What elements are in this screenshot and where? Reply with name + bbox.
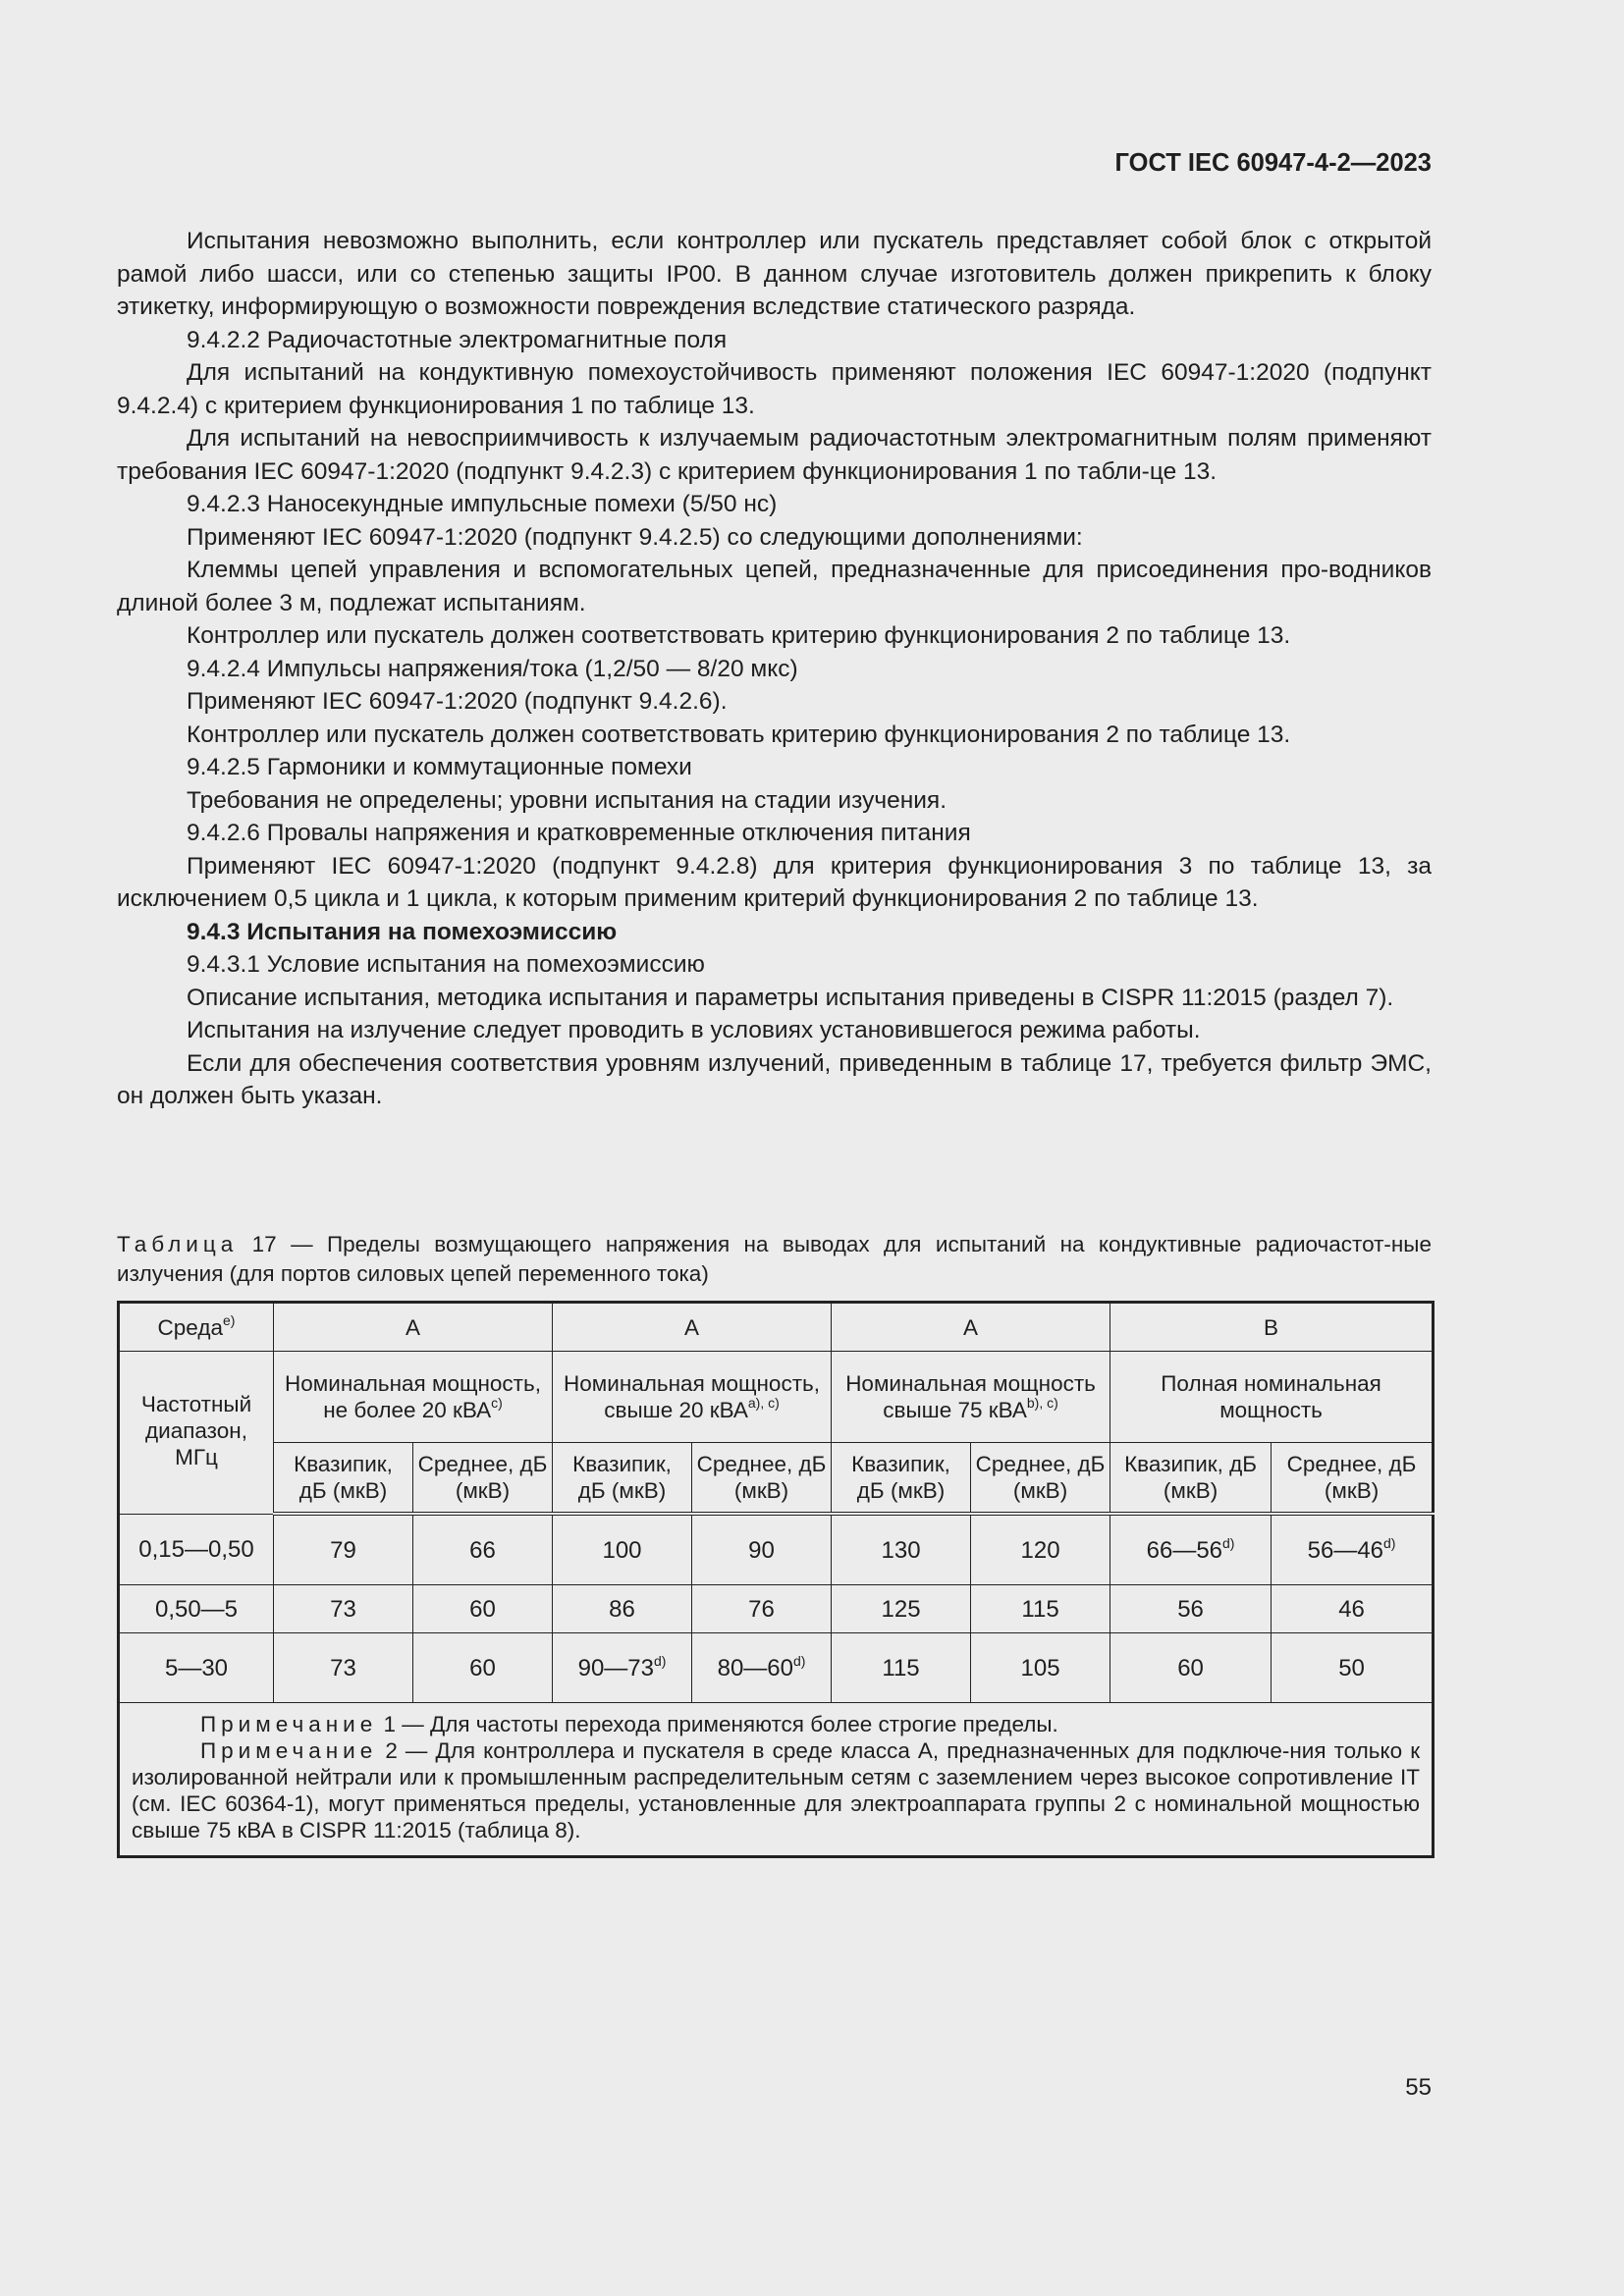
power-header: Номинальная мощность, не более 20 кВА$^{c)}$ — [274, 1352, 553, 1443]
paragraph: Контроллер или пускатель должен соответствовать критерию функционирования 2 по таблице 13. — [187, 622, 1291, 649]
power-header: Полная номинальная мощность — [1110, 1352, 1434, 1443]
value-cell: 115 — [971, 1585, 1110, 1633]
frequency-cell: 0,15—0,50 — [119, 1514, 274, 1585]
table-row — [119, 1633, 1434, 1703]
table-caption-text: 17 — Пределы возмущающего напряжения на выводах для испытаний на кондуктивные радиочастот-ные излучения (для портов силовых цепей переменного тока) — [117, 1232, 1432, 1286]
value-cell: 56—46$^{d)}$ — [1272, 1514, 1434, 1585]
value-cell: 105 — [971, 1633, 1110, 1703]
power-header: Номинальная мощность свыше 75 кВА$^{b), c)}$ — [832, 1352, 1110, 1443]
clause-heading: 9.4.3 Испытания на помехоэмиссию — [187, 918, 618, 945]
value-cell: 80—60$^{d)}$ — [692, 1633, 832, 1703]
paragraph: Испытания на излучение следует проводить в условиях установившегося режима работы. — [187, 1017, 1201, 1043]
value-cell: 60 — [413, 1633, 553, 1703]
paragraph: Для испытаний на кондуктивную помехоустойчивость применяют положения IEC 60947-1:2020 (подпункт 9.4.2.4) с критерием функционирования 1 по таблице 13. — [117, 359, 1432, 419]
value-cell: 73 — [274, 1585, 413, 1633]
value-cell: 100 — [553, 1514, 692, 1585]
power-header: Номинальная мощность, свыше 20 кВА$^{a), c)}$ — [553, 1352, 832, 1443]
average-header: Среднее, дБ (мкВ) — [692, 1443, 832, 1515]
quasi-peak-header: Квазипик, дБ (мкВ) — [1110, 1443, 1272, 1515]
value-cell: 115 — [832, 1633, 971, 1703]
table-caption — [117, 1230, 1432, 1289]
table-caption-word: Таблица — [117, 1232, 239, 1256]
subclause-heading: 9.4.3.1 Условие испытания на помехоэмиссию — [187, 951, 705, 978]
table-note: Примечание 2 — Для контроллера и пускателя в среде класса А, предназначенных для подключе-ния только к изолированной нейтрали или к промышленным распределительным сетям с заземлением через высокое сопротивление IT (см. IEC 60364-1), могут применяться пределы, установленные для электроаппарата группы 2 с номинальной мощностью свыше 75 кВА в CISPR 11:2015 (таблица 8). — [132, 1738, 1421, 1842]
value-cell: 46 — [1272, 1585, 1434, 1633]
frequency-range-header: Частотный диапазон, МГц — [119, 1352, 274, 1515]
environment-label-cell: Среда$^{e)}$ — [119, 1303, 274, 1352]
paragraph: Если для обеспечения соответствия уровням излучений, приведенным в таблице 17, требуется фильтр ЭМС, он должен быть указан. — [117, 1049, 1432, 1109]
frequency-cell: 5—30 — [119, 1633, 274, 1703]
environment-value: A — [274, 1303, 553, 1352]
quasi-peak-header: Квазипик, дБ (мкВ) — [274, 1443, 413, 1515]
subclause-heading: 9.4.2.5 Гармоники и коммутационные помехи — [187, 754, 692, 780]
page-number: 55 — [1405, 2074, 1432, 2101]
quasi-peak-header: Квазипик, дБ (мкВ) — [553, 1443, 692, 1515]
subclause-heading: 9.4.2.6 Провалы напряжения и кратковременные отключения питания — [187, 820, 971, 846]
paragraph: Применяют IEC 60947-1:2020 (подпункт 9.4.2.6). — [187, 688, 728, 715]
value-cell: 60 — [1110, 1633, 1272, 1703]
value-cell: 66—56$^{d)}$ — [1110, 1514, 1272, 1585]
value-cell: 73 — [274, 1633, 413, 1703]
paragraph: Клеммы цепей управления и вспомогательных цепей, предназначенные для присоединения про-водников длиной более 3 м, подлежат испытаниям. — [117, 557, 1432, 616]
quasi-peak-header: Квазипик, дБ (мкВ) — [832, 1443, 971, 1515]
value-cell: 86 — [553, 1585, 692, 1633]
average-header: Среднее, дБ (мкВ) — [971, 1443, 1110, 1515]
value-cell: 60 — [413, 1585, 553, 1633]
value-cell: 90—73$^{d)}$ — [553, 1633, 692, 1703]
paragraph: Испытания невозможно выполнить, если контроллер или пускатель представляет собой блок с открытой рамой либо шасси, или со степенью защиты IP00. В данном случае изготовитель должен прикрепить к блоку этикетку, информирующую о возможности повреждения вследствие статического разряда. — [117, 228, 1432, 320]
value-cell: 79 — [274, 1514, 413, 1585]
paragraph: Требования не определены; уровни испытания на стадии изучения. — [187, 786, 947, 814]
subclause-heading: 9.4.2.2 Радиочастотные электромагнитные поля — [187, 326, 728, 353]
power-row — [119, 1352, 1434, 1443]
value-cell: 120 — [971, 1514, 1110, 1585]
paragraph: Применяют IEC 60947-1:2020 (подпункт 9.4.2.5) со следующими дополнениями: — [187, 523, 1083, 551]
table-note: Примечание 1 — Для частоты перехода применяются более строгие пределы. — [200, 1712, 1058, 1736]
paragraph: Описание испытания, методика испытания и параметры испытания приведены в CISPR 11:2015 (раздел 7). — [187, 984, 1394, 1011]
value-cell: 125 — [832, 1585, 971, 1633]
measurement-header-row — [119, 1443, 1434, 1515]
value-cell: 56 — [1110, 1585, 1272, 1633]
value-cell: 130 — [832, 1514, 971, 1585]
table-notes — [119, 1703, 1434, 1857]
environment-value: A — [832, 1303, 1110, 1352]
value-cell: 76 — [692, 1585, 832, 1633]
body-text — [117, 225, 1432, 1113]
paragraph: Контроллер или пускатель должен соответствовать критерию функционирования 2 по таблице 13. — [187, 721, 1291, 748]
table-row — [119, 1585, 1434, 1633]
paragraph: Применяют IEC 60947-1:2020 (подпункт 9.4.2.8) для критерия функционирования 3 по таблице 13, за исключением 0,5 цикла и 1 цикла, к которым применим критерий функционирования 2 по таблице 13. — [117, 852, 1432, 912]
average-header: Среднее, дБ (мкВ) — [1272, 1443, 1434, 1515]
notes-row — [119, 1703, 1434, 1857]
environment-value: B — [1110, 1303, 1434, 1352]
environment-value: A — [553, 1303, 832, 1352]
value-cell: 90 — [692, 1514, 832, 1585]
subclause-heading: 9.4.2.3 Наносекундные импульсные помехи (5/50 нс) — [187, 491, 778, 517]
document-designation: ГОСТ IEC 60947-4-2—2023 — [1114, 149, 1432, 177]
subclause-heading: 9.4.2.4 Импульсы напряжения/тока (1,2/50 — 8/20 мкс) — [187, 655, 798, 682]
environment-row — [119, 1303, 1434, 1352]
table-row — [119, 1514, 1434, 1585]
limits-table — [117, 1301, 1435, 1858]
value-cell: 50 — [1272, 1633, 1434, 1703]
frequency-cell: 0,50—5 — [119, 1585, 274, 1633]
paragraph: Для испытаний на невосприимчивость к излучаемым радиочастотным электромагнитным полям применяют требования IEC 60947-1:2020 (подпункт 9.4.2.3) с критерием функционирования 1 по табли-це 13. — [117, 425, 1432, 485]
average-header: Среднее, дБ (мкВ) — [413, 1443, 553, 1515]
value-cell: 66 — [413, 1514, 553, 1585]
